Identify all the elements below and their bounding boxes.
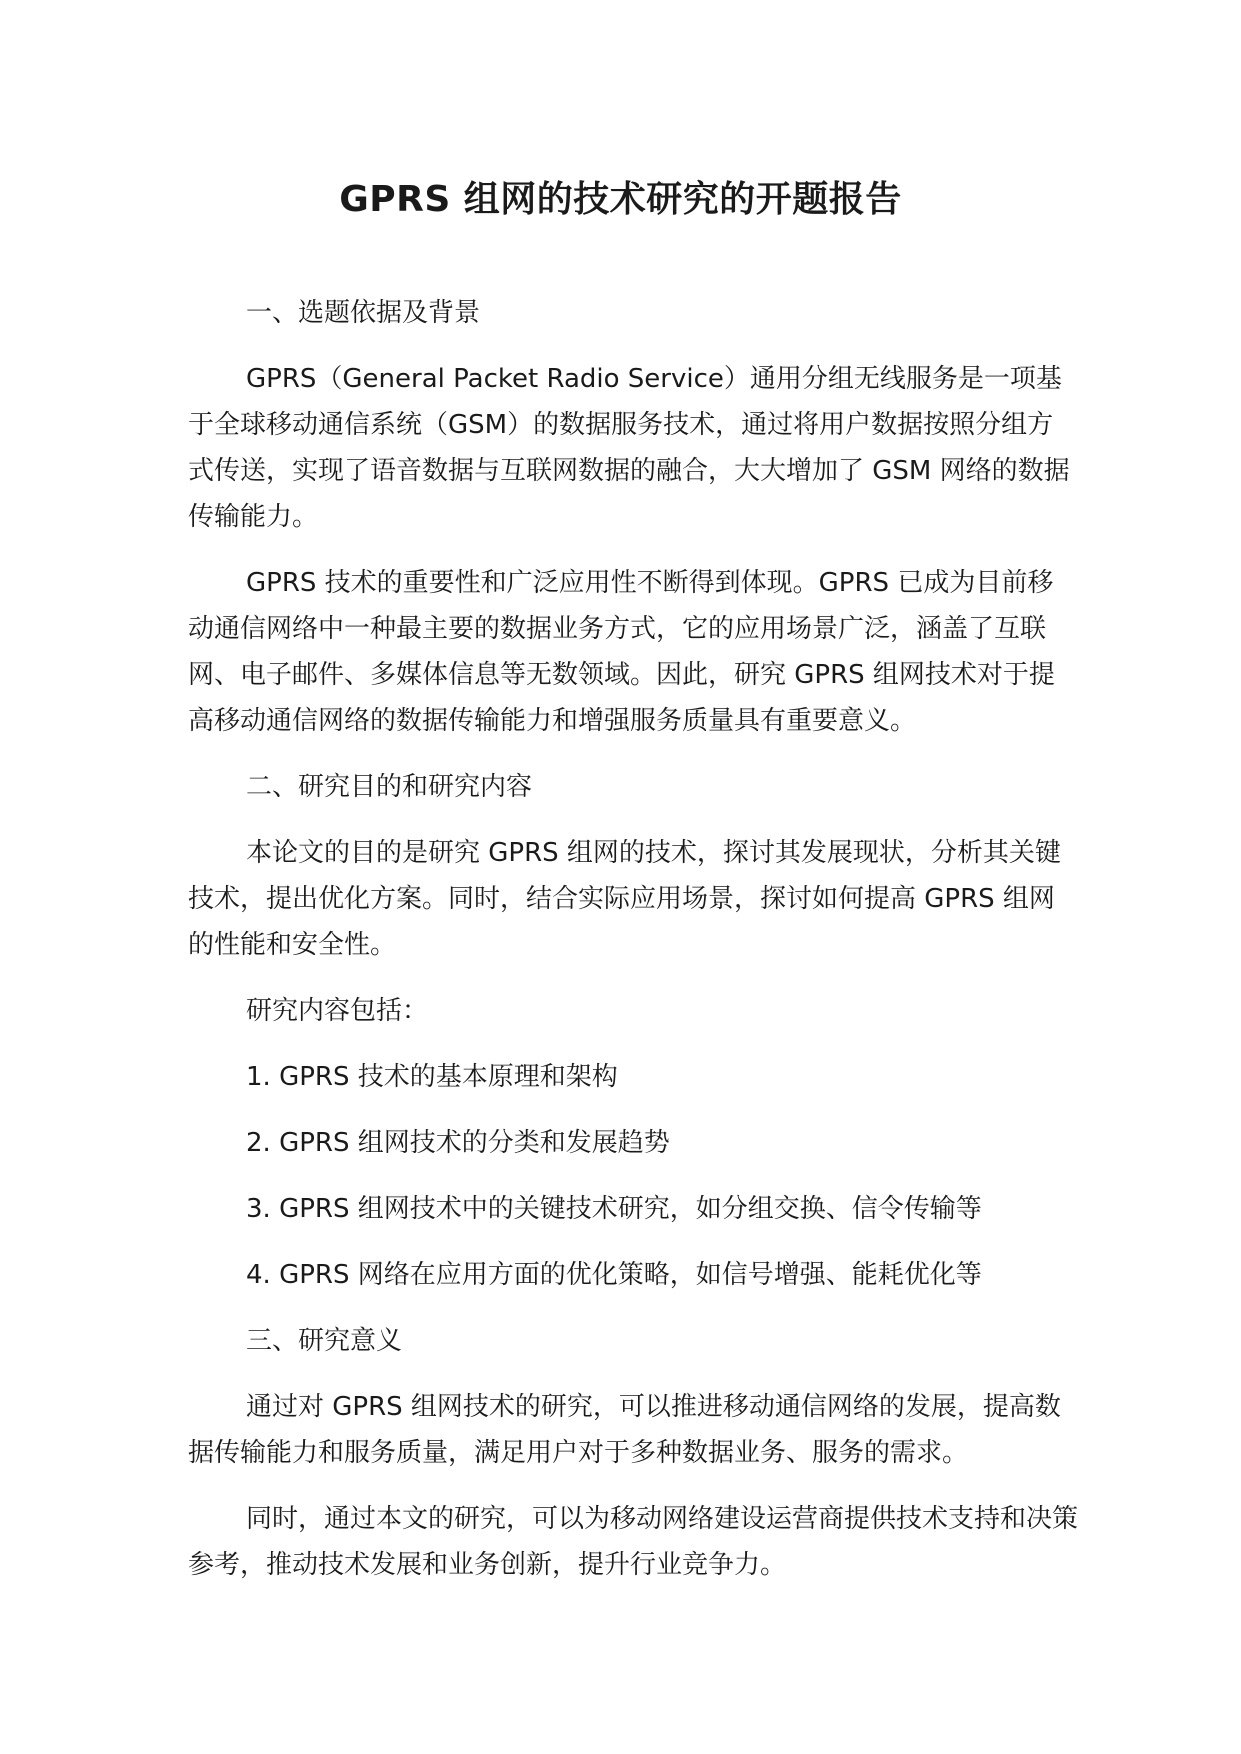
- paragraph-importance: GPRS 技术的重要性和广泛应用性不断得到体现。GPRS 已成为目前移动通信网络中一种最主要的数据业务方式，它的应用场景广泛，涵盖了互联网、电子邮件、多媒体信息等无数领域。因此，研究 GPRS 组网技术对于提高移动通信网络的数据传输能力和增强服务质量具有重要意义。: [188, 568, 1055, 736]
- paragraph-purpose: 本论文的目的是研究 GPRS 组网的技术，探讨其发展现状，分析其关键技术，提出优化方案。同时，结合实际应用场景，探讨如何提高 GPRS 组网的性能和安全性。: [188, 838, 1061, 960]
- list-item-1: 1. GPRS 技术的基本原理和架构: [246, 1062, 618, 1092]
- list-item-4: 4. GPRS 网络在应用方面的优化策略，如信号增强、能耗优化等: [246, 1260, 982, 1290]
- section-heading-2: 二、研究目的和研究内容: [246, 772, 533, 802]
- document-title: GPRS 组网的技术研究的开题报告: [339, 179, 902, 220]
- paragraph-significance-2: 同时，通过本文的研究，可以为移动网络建设运营商提供技术支持和决策参考，推动技术发展和业务创新，提升行业竞争力。: [188, 1504, 1079, 1580]
- paragraph-significance-1: 通过对 GPRS 组网技术的研究，可以推进移动通信网络的发展，提高数据传输能力和服务质量，满足用户对于多种数据业务、服务的需求。: [188, 1392, 1061, 1468]
- document-body: [188, 290, 1078, 1608]
- section-heading-3: 三、研究意义: [246, 1326, 403, 1356]
- section-heading-1: 一、选题依据及背景: [246, 298, 481, 328]
- list-item-3: 3. GPRS 组网技术中的关键技术研究，如分组交换、信令传输等: [246, 1194, 982, 1224]
- paragraph-content-intro: 研究内容包括：: [246, 996, 429, 1026]
- list-item-2: 2. GPRS 组网技术的分类和发展趋势: [246, 1128, 670, 1158]
- paragraph-background: GPRS（General Packet Radio Service）通用分组无线服务是一项基于全球移动通信系统（GSM）的数据服务技术，通过将用户数据按照分组方式传送，实现了语音数据与互联网数据的融合，大大增加了 GSM 网络的数据传输能力。: [188, 364, 1070, 532]
